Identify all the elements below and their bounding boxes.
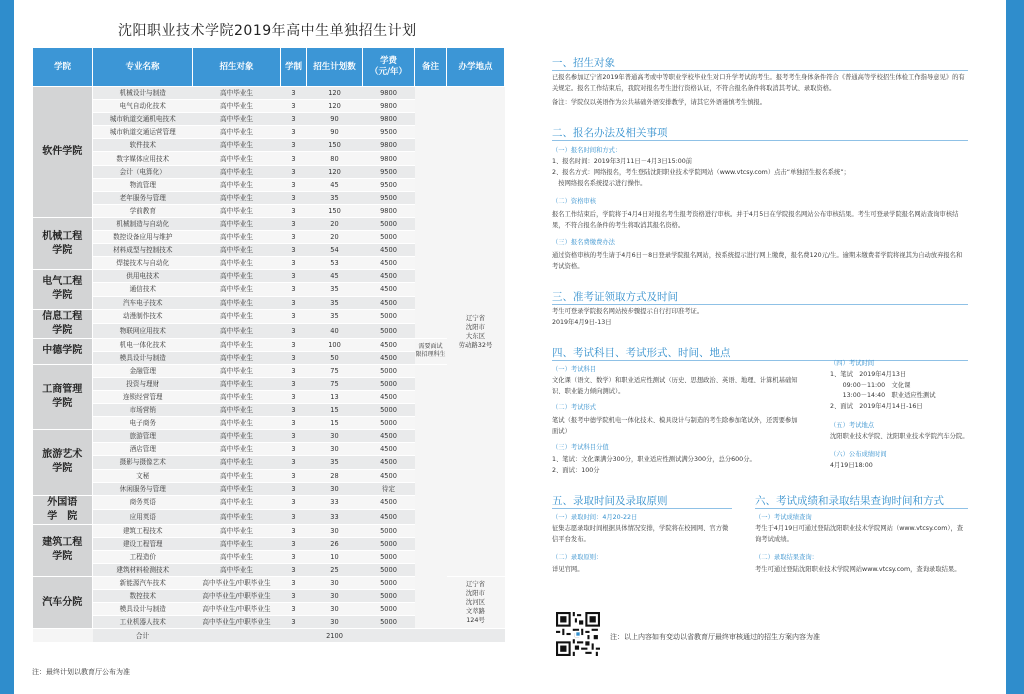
- cell-major: 焊接技术与自动化: [93, 257, 193, 270]
- college-name: 工商管理 学院: [33, 364, 93, 429]
- cell-major: 汽车电子技术: [93, 296, 193, 309]
- cell-major: 文秘: [93, 469, 193, 482]
- cell-major: 电气自动化技术: [93, 100, 193, 113]
- cell-major: 供用电技术: [93, 270, 193, 283]
- cell-plan: 30: [307, 524, 363, 537]
- cell-plan: 30: [307, 616, 363, 629]
- table-row: [33, 87, 505, 100]
- cell-target: 高中毕业生: [193, 178, 281, 191]
- section-4-sub4: （四）考试时间: [830, 360, 875, 367]
- column-header: 招生计划数: [307, 48, 363, 87]
- cell-fee: 待定: [363, 482, 415, 495]
- cell-years: 3: [281, 495, 307, 510]
- cell-years: 3: [281, 603, 307, 616]
- note-cell: 需要面试 限招理科生: [415, 338, 447, 364]
- cell-plan: 75: [307, 364, 363, 377]
- cell-fee: 9500: [363, 178, 415, 191]
- right-color-band: [1006, 0, 1024, 694]
- cell-target: 高中毕业生: [193, 191, 281, 204]
- cell-fee: 9800: [363, 100, 415, 113]
- cell-target: 高中毕业生: [193, 456, 281, 469]
- cell-fee: 4500: [363, 456, 415, 469]
- enrollment-plan-table: [32, 47, 505, 643]
- location-cell: 辽宁省 沈阳市 大东区 劳动路32号: [447, 87, 505, 577]
- total-label: 合计: [93, 629, 193, 642]
- cell-years: 3: [281, 537, 307, 550]
- cell-plan: 90: [307, 113, 363, 126]
- total-value: 2100: [307, 629, 363, 642]
- section-1-text: 已报名参加辽宁省2019年普通高考或中等职业学校毕业生对口升学考试的考生。报考考生身体条件符合《普通高等学校招生体检工作指导意见》的有关规定。报名工作结束后，我院对报名考生进行资格认证，不符合报名条件将取消其考试、录取资格。: [552, 74, 965, 92]
- cell-years: 3: [281, 283, 307, 296]
- cell-major: 休闲服务与管理: [93, 482, 193, 495]
- cell-major: 建设工程管理: [93, 537, 193, 550]
- cell-years: 3: [281, 139, 307, 152]
- cell-target: 高中毕业生: [193, 152, 281, 165]
- section-6-sub2: （二）录取结果查询：: [755, 554, 818, 561]
- cell-major: 新能源汽车技术: [93, 577, 193, 590]
- cell-major: 机械设计与制造: [93, 87, 193, 100]
- table-body: [33, 87, 505, 643]
- section-1-note: 备注：学院仅以英语作为公共基础外语安排教学，请其它外语谨慎考生慎报。: [552, 99, 767, 106]
- cell-major: 连锁经营管理: [93, 390, 193, 403]
- cell-major: 通信技术: [93, 283, 193, 296]
- cell-years: 3: [281, 113, 307, 126]
- cell-fee: 4500: [363, 469, 415, 482]
- cell-years: 3: [281, 191, 307, 204]
- cell-years: 3: [281, 510, 307, 525]
- cell-target: 高中毕业生/中职毕业生: [193, 577, 281, 590]
- cell-fee: 4500: [363, 338, 415, 351]
- cell-fee: 9500: [363, 191, 415, 204]
- cell-target: 高中毕业生: [193, 126, 281, 139]
- cell-target: 高中毕业生: [193, 87, 281, 100]
- section-3-rule: [552, 304, 968, 305]
- cell-fee: 5000: [363, 590, 415, 603]
- cell-plan: 30: [307, 590, 363, 603]
- cell-fee: 4500: [363, 351, 415, 364]
- cell-plan: 30: [307, 430, 363, 443]
- cell-fee: 4500: [363, 443, 415, 456]
- cell-plan: 35: [307, 296, 363, 309]
- cell-plan: 75: [307, 377, 363, 390]
- cell-years: 3: [281, 469, 307, 482]
- cell-target: 高中毕业生: [193, 244, 281, 257]
- cell-fee: 5000: [363, 616, 415, 629]
- cell-target: 高中毕业生: [193, 296, 281, 309]
- cell-plan: 120: [307, 87, 363, 100]
- cell-plan: 15: [307, 417, 363, 430]
- section-2-rule: [552, 140, 968, 141]
- cell-target: 高中毕业生: [193, 417, 281, 430]
- cell-target: 高中毕业生: [193, 257, 281, 270]
- cell-target: 高中毕业生: [193, 482, 281, 495]
- section-4-text4: 1、笔试 2019年4月13日 09:00－11:00 文化课 13:00－14:40 职业适应性测试 2、面试 2019年4月14日-16日: [830, 371, 936, 410]
- qr-note: 注：以上内容如有变动以省教育厅最终审核通过的招生方案内容为准: [610, 633, 820, 641]
- cell-years: 3: [281, 377, 307, 390]
- cell-target: 高中毕业生: [193, 165, 281, 178]
- section-4-text1: 文化课（语文、数学）和职业适应性测试（历史、思想政治、英语、地理、计算机基础知识、职业能力倾向测试）。: [552, 377, 798, 395]
- column-header: 招生对象: [193, 48, 281, 87]
- section-4-sub6: （六）公布成绩时间: [830, 451, 887, 458]
- cell-plan: 30: [307, 482, 363, 495]
- column-header: 学院: [33, 48, 93, 87]
- section-3-title: 三、准考证领取方式及时间: [552, 291, 678, 303]
- cell-years: 3: [281, 456, 307, 469]
- table-footnote: 注：最终计划以教育厅公布为准: [32, 668, 130, 676]
- cell-target: 高中毕业生: [193, 390, 281, 403]
- cell-major: 学前教育: [93, 204, 193, 217]
- section-5-text2: 详见官网。: [552, 566, 584, 573]
- cell-plan: 40: [307, 324, 363, 339]
- college-name: 建筑工程 学院: [33, 524, 93, 576]
- cell-fee: 5000: [363, 377, 415, 390]
- cell-fee: 4500: [363, 283, 415, 296]
- total-blank: [193, 629, 307, 642]
- cell-years: 3: [281, 524, 307, 537]
- cell-major: 软件技术: [93, 139, 193, 152]
- cell-years: 3: [281, 338, 307, 351]
- cell-major: 机械制造与自动化: [93, 217, 193, 230]
- cell-major: 物流管理: [93, 178, 193, 191]
- cell-target: 高中毕业生: [193, 537, 281, 550]
- page-title: 沈阳职业技术学院2019年高中生单独招生计划: [118, 23, 417, 39]
- total-blank: [363, 629, 505, 642]
- cell-fee: 5000: [363, 524, 415, 537]
- section-5-text1: 征集志愿录取时间根据具体情况安排，学院将在校园网、官方微信平台发布。: [552, 525, 729, 543]
- cell-plan: 35: [307, 456, 363, 469]
- section-1-title: 一、招生对象: [552, 57, 615, 69]
- table-row: [33, 364, 505, 377]
- cell-target: 高中毕业生: [193, 495, 281, 510]
- college-name: 软件学院: [33, 87, 93, 218]
- cell-target: 高中毕业生: [193, 309, 281, 324]
- cell-target: 高中毕业生/中职毕业生: [193, 603, 281, 616]
- cell-target: 高中毕业生: [193, 100, 281, 113]
- section-6-rule: [755, 508, 968, 509]
- cell-plan: 26: [307, 537, 363, 550]
- cell-fee: 4500: [363, 495, 415, 510]
- cell-years: 3: [281, 87, 307, 100]
- section-4-text5: 沈阳职业技术学院、沈阳职业技术学院汽车分院。: [830, 433, 969, 440]
- college-name: 外国语 学 院: [33, 495, 93, 524]
- cell-plan: 120: [307, 165, 363, 178]
- cell-major: 建筑工程技术: [93, 524, 193, 537]
- cell-target: 高中毕业生: [193, 113, 281, 126]
- cell-fee: 5000: [363, 550, 415, 563]
- college-name: 汽车分院: [33, 577, 93, 629]
- section-2-title: 二、报名办法及相关事项: [552, 127, 668, 139]
- cell-plan: 20: [307, 231, 363, 244]
- cell-fee: 5000: [363, 537, 415, 550]
- college-name: 旅游艺术 学院: [33, 430, 93, 495]
- column-header: 备注: [415, 48, 447, 87]
- section-3-text: 考生可登录学院报名网站按步骤提示自行打印准考证。 2019年4月9日-13日: [552, 308, 704, 326]
- cell-plan: 35: [307, 283, 363, 296]
- cell-major: 数字媒体应用技术: [93, 152, 193, 165]
- section-2-text3: 报名工作结束后，学院将于4月4日对报名考生报考资格进行审核。并于4月5日在学院报名网站公布审核结果。考生可登录学院报名网站查询审核结果，不符合报名条件的考生将取消其报名资格。: [552, 211, 959, 229]
- college-name: 信息工程 学院: [33, 309, 93, 338]
- section-5-title: 五、录取时间及录取原则: [552, 495, 668, 507]
- cell-years: 3: [281, 364, 307, 377]
- cell-major: 会计（电算化）: [93, 165, 193, 178]
- cell-years: 3: [281, 616, 307, 629]
- cell-target: 高中毕业生: [193, 139, 281, 152]
- cell-target: 高中毕业生: [193, 324, 281, 339]
- cell-fee: 4500: [363, 510, 415, 525]
- column-header: 学费 （元/年）: [363, 48, 415, 87]
- cell-plan: 28: [307, 469, 363, 482]
- total-blank: [33, 629, 93, 642]
- section-6-text1: 考生于4月19日可通过登陆沈阳职业技术学院网站（www.vtcsy.com），查询考试成绩。: [755, 525, 964, 543]
- note-cell-blank: [415, 364, 447, 629]
- cell-plan: 30: [307, 443, 363, 456]
- section-5-sub2: （二）录取原则：: [552, 554, 603, 561]
- column-header: 专业名称: [93, 48, 193, 87]
- cell-years: 3: [281, 296, 307, 309]
- cell-years: 3: [281, 482, 307, 495]
- note-cell-blank: [415, 87, 447, 339]
- cell-plan: 150: [307, 139, 363, 152]
- cell-fee: 9800: [363, 152, 415, 165]
- cell-target: 高中毕业生: [193, 217, 281, 230]
- cell-plan: 30: [307, 577, 363, 590]
- total-row: [33, 629, 505, 642]
- cell-plan: 150: [307, 204, 363, 217]
- cell-plan: 25: [307, 564, 363, 577]
- section-4-text3: 1、笔试：文化课满分300分，职业适应性测试满分300分，总分600分。 2、面试：100分: [552, 456, 756, 474]
- cell-plan: 30: [307, 603, 363, 616]
- cell-fee: 9500: [363, 126, 415, 139]
- left-color-band: [0, 0, 14, 694]
- cell-years: 3: [281, 564, 307, 577]
- cell-plan: 15: [307, 404, 363, 417]
- cell-fee: 5000: [363, 231, 415, 244]
- column-header: 办学地点: [447, 48, 505, 87]
- section-6-title: 六、考试成绩和录取结果查询时间和方式: [755, 495, 944, 507]
- cell-years: 3: [281, 178, 307, 191]
- cell-years: 3: [281, 217, 307, 230]
- section-4-title: 四、考试科目、考试形式、时间、地点: [552, 347, 731, 359]
- cell-plan: 13: [307, 390, 363, 403]
- cell-fee: 5000: [363, 217, 415, 230]
- section-2-text1: 1、报名时间：2019年3月11日－4月3日15:00前: [552, 158, 693, 165]
- cell-target: 高中毕业生: [193, 469, 281, 482]
- section-4-sub3: （三）考试科目分值: [552, 444, 609, 451]
- cell-fee: 5000: [363, 364, 415, 377]
- cell-years: 3: [281, 351, 307, 364]
- cell-major: 电子商务: [93, 417, 193, 430]
- cell-target: 高中毕业生: [193, 404, 281, 417]
- cell-major: 物联网应用技术: [93, 324, 193, 339]
- cell-years: 3: [281, 152, 307, 165]
- cell-major: 动漫制作技术: [93, 309, 193, 324]
- cell-target: 高中毕业生: [193, 351, 281, 364]
- cell-plan: 54: [307, 244, 363, 257]
- cell-years: 3: [281, 244, 307, 257]
- cell-target: 高中毕业生: [193, 270, 281, 283]
- cell-major: 模具设计与制造: [93, 603, 193, 616]
- cell-plan: 45: [307, 178, 363, 191]
- cell-target: 高中毕业生/中职毕业生: [193, 616, 281, 629]
- section-6-sub1: （一）考试成绩查询: [755, 514, 812, 521]
- cell-target: 高中毕业生/中职毕业生: [193, 590, 281, 603]
- cell-target: 高中毕业生: [193, 377, 281, 390]
- cell-target: 高中毕业生: [193, 364, 281, 377]
- cell-fee: 5000: [363, 404, 415, 417]
- cell-target: 高中毕业生: [193, 510, 281, 525]
- cell-fee: 9800: [363, 87, 415, 100]
- cell-fee: 4500: [363, 430, 415, 443]
- cell-major: 城市轨道交通机电技术: [93, 113, 193, 126]
- cell-major: 市场营销: [93, 404, 193, 417]
- cell-years: 3: [281, 270, 307, 283]
- cell-fee: 4500: [363, 257, 415, 270]
- cell-plan: 10: [307, 550, 363, 563]
- cell-plan: 33: [307, 495, 363, 510]
- cell-years: 3: [281, 550, 307, 563]
- column-header: 学制: [281, 48, 307, 87]
- cell-fee: 5000: [363, 564, 415, 577]
- cell-target: 高中毕业生: [193, 231, 281, 244]
- cell-years: 3: [281, 204, 307, 217]
- cell-years: 3: [281, 231, 307, 244]
- cell-major: 材料成型与控制技术: [93, 244, 193, 257]
- cell-major: 金融管理: [93, 364, 193, 377]
- section-2-sub3: （三）报名费缴费办法: [552, 239, 615, 246]
- section-4-text2: 笔试（报考中德学院机电一体化技术、模具设计与制造的考生除参加笔试外，还需要参加面试）: [552, 417, 798, 435]
- cell-fee: 4500: [363, 390, 415, 403]
- cell-plan: 33: [307, 510, 363, 525]
- cell-years: 3: [281, 165, 307, 178]
- cell-plan: 50: [307, 351, 363, 364]
- cell-target: 高中毕业生: [193, 204, 281, 217]
- section-2-sub2: （二）资格审核: [552, 198, 597, 205]
- cell-fee: 5000: [363, 324, 415, 339]
- section-5-sub1: （一）录取时间：4月20-22日: [552, 514, 638, 521]
- cell-years: 3: [281, 126, 307, 139]
- cell-plan: 35: [307, 191, 363, 204]
- section-2-text2: 2、报名方式：网络报名，考生登陆沈阳职业技术学院网站（www.vtcsy.com）点击“单独招生报名系统”； 按网络报名系统提示进行操作。: [552, 169, 850, 187]
- section-6-text2: 考生可通过登陆沈阳职业技术学院网站www.vtcsy.com，查询录取结果。: [755, 566, 961, 573]
- cell-target: 高中毕业生: [193, 443, 281, 456]
- cell-plan: 80: [307, 152, 363, 165]
- cell-major: 工程造价: [93, 550, 193, 563]
- section-4-sub1: （一）考试科目: [552, 366, 597, 373]
- cell-fee: 9800: [363, 204, 415, 217]
- cell-plan: 45: [307, 270, 363, 283]
- cell-fee: 5000: [363, 309, 415, 324]
- cell-years: 3: [281, 590, 307, 603]
- cell-target: 高中毕业生: [193, 550, 281, 563]
- cell-major: 建筑材料检测技术: [93, 564, 193, 577]
- section-4-sub2: （二）考试形式: [552, 404, 597, 411]
- cell-target: 高中毕业生: [193, 564, 281, 577]
- cell-years: 3: [281, 577, 307, 590]
- cell-plan: 120: [307, 100, 363, 113]
- cell-fee: 5000: [363, 577, 415, 590]
- cell-target: 高中毕业生: [193, 430, 281, 443]
- cell-major: 商务英语: [93, 495, 193, 510]
- cell-years: 3: [281, 417, 307, 430]
- cell-fee: 4500: [363, 244, 415, 257]
- cell-major: 旅游管理: [93, 430, 193, 443]
- college-name: 中德学院: [33, 338, 93, 364]
- cell-years: 3: [281, 100, 307, 113]
- cell-major: 工业机器人技术: [93, 616, 193, 629]
- college-name: 机械工程 学院: [33, 217, 93, 269]
- cell-target: 高中毕业生: [193, 338, 281, 351]
- location-cell: 辽宁省 沈阳市 沈河区 文萃路 124号: [447, 577, 505, 629]
- cell-target: 高中毕业生: [193, 283, 281, 296]
- section-4-sub5: （五）考试地点: [830, 422, 875, 429]
- section-2-sub1: （一）报名时间和方式：: [552, 147, 622, 154]
- cell-years: 3: [281, 257, 307, 270]
- cell-fee: 5000: [363, 417, 415, 430]
- cell-major: 酒店管理: [93, 443, 193, 456]
- section-2-text4: 通过资格审核的考生请于4月6日－8日登录学院报名网站，按系统提示进行网上缴费，报名费120元/生。逾期未缴费者学院将视其为自动放弃报名和考试资格。: [552, 252, 963, 270]
- college-name: 电气工程 学院: [33, 270, 93, 309]
- table-header-row: [33, 48, 505, 87]
- cell-plan: 90: [307, 126, 363, 139]
- cell-years: 3: [281, 324, 307, 339]
- section-1-rule: [552, 70, 968, 71]
- cell-plan: 20: [307, 217, 363, 230]
- table-row: [33, 338, 505, 351]
- qr-code-icon[interactable]: [556, 612, 600, 656]
- cell-years: 3: [281, 404, 307, 417]
- cell-major: 数控设备应用与维护: [93, 231, 193, 244]
- cell-years: 3: [281, 309, 307, 324]
- cell-major: 模具设计与制造: [93, 351, 193, 364]
- cell-major: 城市轨道交通运营管理: [93, 126, 193, 139]
- cell-major: 老年服务与管理: [93, 191, 193, 204]
- cell-major: 数控技术: [93, 590, 193, 603]
- cell-fee: 9800: [363, 113, 415, 126]
- cell-plan: 100: [307, 338, 363, 351]
- cell-fee: 9500: [363, 165, 415, 178]
- cell-major: 投资与理财: [93, 377, 193, 390]
- cell-major: 应用英语: [93, 510, 193, 525]
- cell-major: 机电一体化技术: [93, 338, 193, 351]
- cell-fee: 9800: [363, 139, 415, 152]
- cell-years: 3: [281, 443, 307, 456]
- cell-major: 摄影与摄像艺术: [93, 456, 193, 469]
- section-5-rule: [552, 508, 732, 509]
- cell-target: 高中毕业生: [193, 524, 281, 537]
- cell-years: 3: [281, 430, 307, 443]
- cell-fee: 5000: [363, 603, 415, 616]
- cell-years: 3: [281, 390, 307, 403]
- cell-plan: 53: [307, 257, 363, 270]
- cell-fee: 4500: [363, 270, 415, 283]
- section-4-text6: 4月19日18:00: [830, 462, 873, 469]
- cell-plan: 35: [307, 309, 363, 324]
- cell-fee: 4500: [363, 296, 415, 309]
- section-4-rule: [552, 360, 968, 361]
